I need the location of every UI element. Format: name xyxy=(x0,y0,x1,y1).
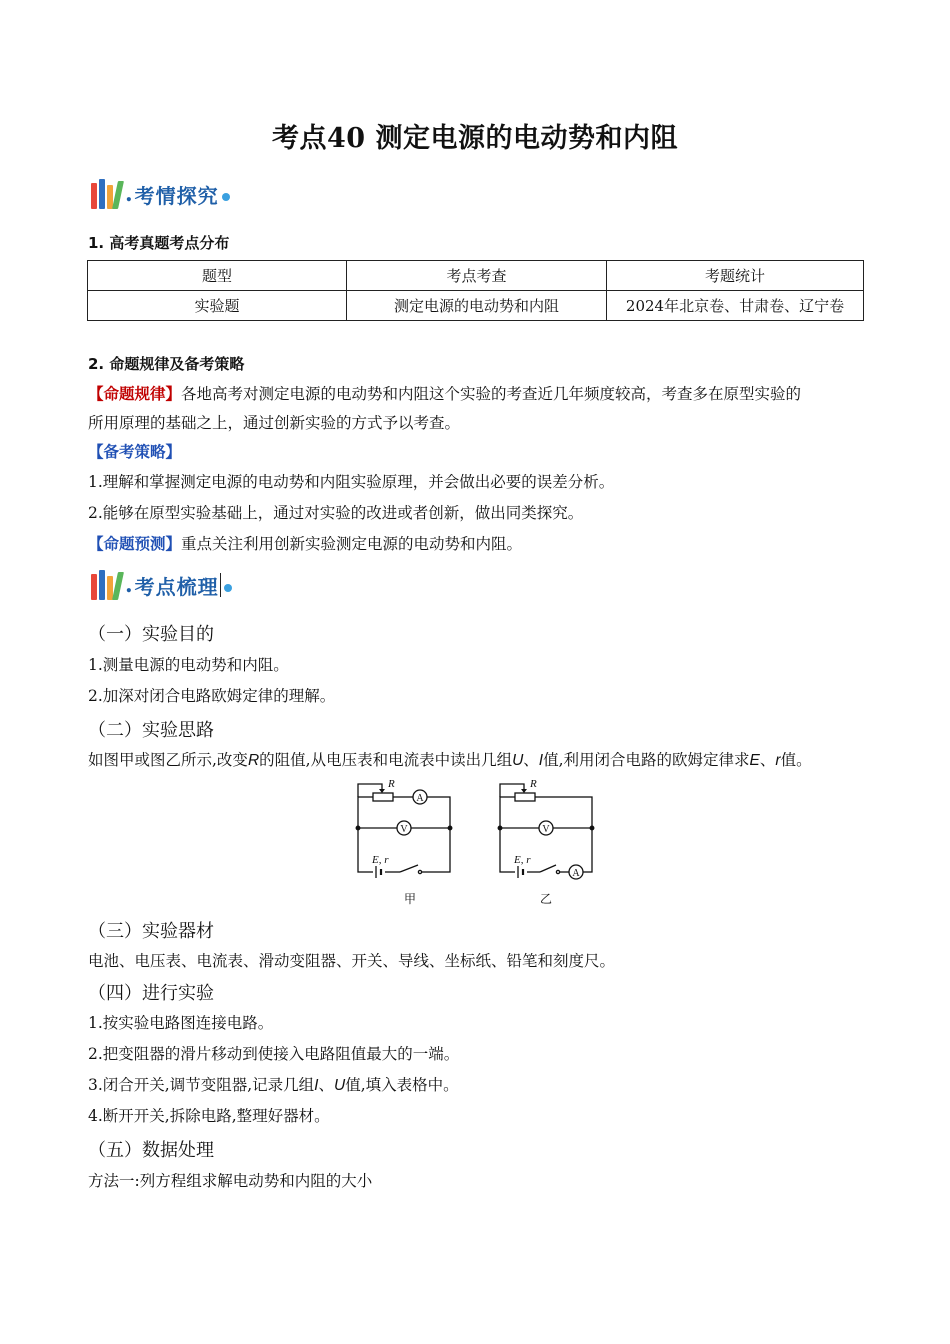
rule-paragraph xyxy=(88,382,801,404)
table-row xyxy=(88,291,864,321)
svg-text:A: A xyxy=(416,793,424,804)
subsection-title-equipment: （三）实验器材 xyxy=(88,921,214,942)
purpose-item: 2.加深对闭合电路欧姆定律的理解。 xyxy=(88,687,336,705)
table-cell: 2024年北京卷、甘肃卷、辽宁卷 xyxy=(607,291,864,321)
section-banner-exam-analysis: . 考情探究 xyxy=(91,177,230,211)
strategy-label: 【备考策略】 xyxy=(88,442,182,461)
battery-label: E, r xyxy=(372,854,389,866)
table-header-row xyxy=(88,261,864,291)
procedure-item: 2.把变阻器的滑片移动到使接入电路阻值最大的一端。 xyxy=(88,1045,460,1063)
page-title: 考点40 测定电源的电动势和内阻 xyxy=(272,123,678,154)
rheostat-label: R xyxy=(388,778,395,790)
table-header-cell: 题型 xyxy=(88,261,347,291)
rule-paragraph-cont: 所用原理的基础之上，通过创新实验的方式予以考查。 xyxy=(88,414,461,432)
table-header-cell: 考题统计 xyxy=(607,261,864,291)
section-banner-key-points: . 考点梳理 xyxy=(91,568,232,602)
books-icon xyxy=(91,179,123,209)
caption-yi: 乙 xyxy=(540,892,553,906)
dot-icon xyxy=(224,584,232,592)
rheostat-icon xyxy=(515,793,535,801)
banner-title: 考点梳理 xyxy=(134,574,219,599)
table-cell: 测定电源的电动势和内阻 xyxy=(347,291,607,321)
predict-text: 重点关注利用创新实验测定电源的电动势和内阻。 xyxy=(181,535,523,553)
table-header-cell: 考点考查 xyxy=(347,261,607,291)
data-method: 方法一:列方程组求解电动势和内阻的大小 xyxy=(88,1172,373,1190)
table-cell: 实验题 xyxy=(88,291,347,321)
predict-paragraph xyxy=(88,532,522,554)
section-heading-strategy: 2. 命题规律及备考策略 xyxy=(88,355,245,373)
purpose-item: 1.测量电源的电动势和内阻。 xyxy=(88,656,289,674)
text-cursor xyxy=(220,573,221,597)
svg-text:V: V xyxy=(400,824,408,835)
idea-paragraph: 如图甲或图乙所示,改变R的阻值,从电压表和电流表中读出几组U、I值,利用闭合电路的欧姆定律求E、r值。 xyxy=(88,751,812,769)
dot-icon xyxy=(222,193,230,201)
strategy-item: 2.能够在原型实验基础上，通过对实验的改进或者创新，做出同类探究。 xyxy=(88,504,584,522)
predict-label: 【命题预测】 xyxy=(88,534,182,553)
battery-label: E, r xyxy=(514,854,531,866)
exam-distribution-table xyxy=(87,260,864,321)
rheostat-icon xyxy=(373,793,393,801)
procedure-item: 4.断开开关,拆除电路,整理好器材。 xyxy=(88,1107,330,1125)
rheostat-label: R xyxy=(530,778,537,790)
procedure-item: 1.按实验电路图连接电路。 xyxy=(88,1014,274,1032)
equipment-text: 电池、电压表、电流表、滑动变阻器、开关、导线、坐标纸、铅笔和刻度尺。 xyxy=(88,952,616,970)
svg-text:A: A xyxy=(572,868,580,879)
rule-text: 各地高考对测定电源的电动势和内阻这个实验的考查近几年频度较高，考查多在原型实验的 xyxy=(181,385,802,403)
procedure-item: 3.闭合开关,调节变阻器,记录几组I、U值,填入表格中。 xyxy=(88,1076,459,1094)
banner-title: 考情探究 xyxy=(134,183,219,208)
subsection-title-purpose: （一）实验目的 xyxy=(88,624,214,645)
subsection-title-procedure: （四）进行实验 xyxy=(88,983,214,1004)
subsection-title-idea: （二）实验思路 xyxy=(88,720,214,741)
strategy-item: 1.理解和掌握测定电源的电动势和内阻实验原理，并会做出必要的误差分析。 xyxy=(88,473,615,491)
rule-label: 【命题规律】 xyxy=(88,384,182,403)
svg-text:V: V xyxy=(542,824,550,835)
subsection-title-data: （五）数据处理 xyxy=(88,1140,214,1161)
section-heading-distribution: 1. 高考真题考点分布 xyxy=(88,234,230,252)
caption-jia: 甲 xyxy=(404,892,417,906)
circuit-jia xyxy=(356,778,452,906)
circuit-yi xyxy=(498,778,594,906)
books-icon xyxy=(91,570,123,600)
circuit-diagrams xyxy=(340,772,620,908)
